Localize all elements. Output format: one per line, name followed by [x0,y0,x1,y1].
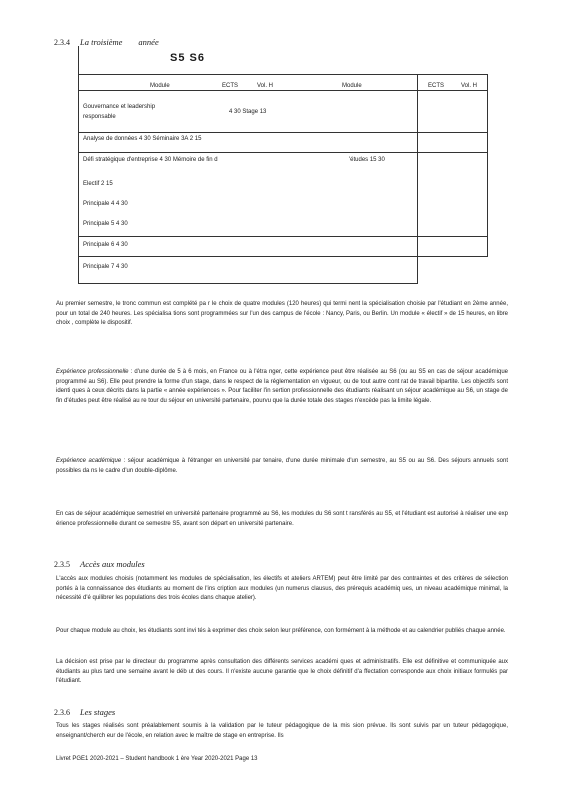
section-title: Accès aux modules [80,559,145,569]
paragraph-text: : d'une durée de 5 à 6 mois, en France ou à l'étra nger, cette expérience peut être réalisée au S6 (ou au S5 en cas de séjour académique programmé au S6). Elle peut prendre la forme d'un stage, dans le respect de la réglementation en vigueur, ou de tout autre cont rat de travail bipartite. Les objectifs sont identi ques à ceux décrits dans la partie « année expériences ». Pour faciliter l'in sertion professionnelle des étudiants réalisant un séjour académique au S6, un stage de fin d'études peut être réalisé au re tour du séjour en université partenaire, pourvu que la durée totale des stages n'excède pas la limite légale. [56,369,508,404]
section-number: 2.3.5 [54,560,70,569]
header-module-right: Module [342,83,362,89]
table-row-continuation: responsable [83,114,116,120]
header-volh-right: Vol. H [461,83,478,89]
header-module-left: Module [150,83,170,89]
page-footer: Livret PGE1 2020-2021 – Student handbook 1 ère Year 2020-2021 Page 13 [56,756,258,762]
table-rule [78,46,79,284]
table-rule [78,132,488,133]
paragraph-text: : séjour académique à l'étranger en université par tenaire, d'une durée minimale d'un semestre, au S5 ou au S6. Des séjours annuels sont possibles da ns le cadre d'un double-diplôme. [56,458,508,474]
table-row: Analyse de données 4 30 Séminaire 3A 2 15 [83,136,202,142]
paragraph-academic-stay: En cas de séjour académique semestriel en université partenaire programmé au S6, les modules du S6 sont t ransférés au S5, et l'étudiant est autorisé à réaliser une exp érience professionnelle durant ce semestre S5, avant son départ en université partenaire. [56,511,508,527]
table-rule [78,152,488,153]
header-volh-left: Vol. H [257,83,274,89]
section-title-part1: La troisième [80,37,123,47]
table-rule [78,236,488,237]
table-row: Principale 7 4 30 [83,264,128,270]
section-heading-2-3-6 [54,707,115,717]
table-rule [78,74,488,75]
section-title: Les stages [80,707,116,717]
header-ects-left: ECTS [222,83,239,89]
table-rule [78,256,488,257]
section-heading-2-3-5 [54,559,145,569]
section-number: 2.3.6 [54,708,70,717]
paragraph-internships: Tous les stages réalisés sont préalablement soumis à la validation par le tuteur pédagogique de la mis sion prévue. Ils sont suivis par un tuteur pédagogique, enseignant/cherch eur de l'école, en relation avec le maître de stage en entreprise. Ils [56,723,508,739]
table-row: Principale 5 4 30 [83,221,128,227]
section-title-part2: année [138,37,159,47]
table-row: Principale 6 4 30 [83,242,128,248]
emphasis-professional-experience: Expérience professionnelle [56,369,129,375]
table-rule [78,283,418,284]
paragraph-decision: La décision est prise par le directeur du programme après consultation des différents services académi ques et administratifs. Elle est définitive et communiquée aux étudiants au plus tard une semaine avant le déb ut des cours. Il n'existe aucune garantie que le choix définitif d'a ffectation corresponde aux choix initiaux formulés par l'étudiant. [56,659,508,684]
section-number: 2.3.4 [54,38,70,47]
table-row: Gouvernance et leadership [83,104,156,110]
emphasis-academic-experience: Expérience académique [56,458,122,464]
table-rule [487,74,488,257]
table-rule [78,90,488,91]
paragraph-choice-method: Pour chaque module au choix, les étudiants sont invi tés à exprimer des choix selon leur préférence, con formément à la méthode et au calendrier publiés chaque année. [56,628,506,634]
paragraph-module-access: L'accès aux modules choisis (notamment les modules de spécialisation, les électifs et ateliers ARTEM) peut être limité par des contraintes et des critères de sélection portés à la connaissance des étudiants au moment de l'ins cription aux modules (un numerus clausus, des prérequis académiq ues, un niveau académique minimal, la nécessité d'é quilibrer les populations des trois écoles dans chaque atelier). [56,576,508,601]
semester-title: S5 S6 [170,52,205,64]
table-row-values: 4 30 Stage 13 [229,109,267,115]
table-row-values: 'études 15 30 [349,157,385,163]
paragraph-professional-experience [56,368,508,406]
paragraph-first-semester: Au premier semestre, le tronc commun est complété pa r le choix de quatre modules (120 heures) qui termi nent la spécialisation choisie par l'étudiant en 2ème année, pour un total de 240 heures. Les spécialisa tions sont programmées sur l'un des campus de l'école : Nancy, Paris, ou Berlin. Un module « électif » de 15 heures, en libre choix , complète le dispositif. [56,301,508,326]
table-row: Défi stratégique d'entreprise 4 30 Mémoire de fin d [83,157,218,163]
header-ects-right: ECTS [428,83,445,89]
table-row: Principale 4 4 30 [83,201,128,207]
paragraph-academic-experience [56,457,508,476]
table-rule [417,74,418,284]
section-heading-2-3-4 [54,37,159,47]
table-row: Electif 2 15 [83,181,113,187]
